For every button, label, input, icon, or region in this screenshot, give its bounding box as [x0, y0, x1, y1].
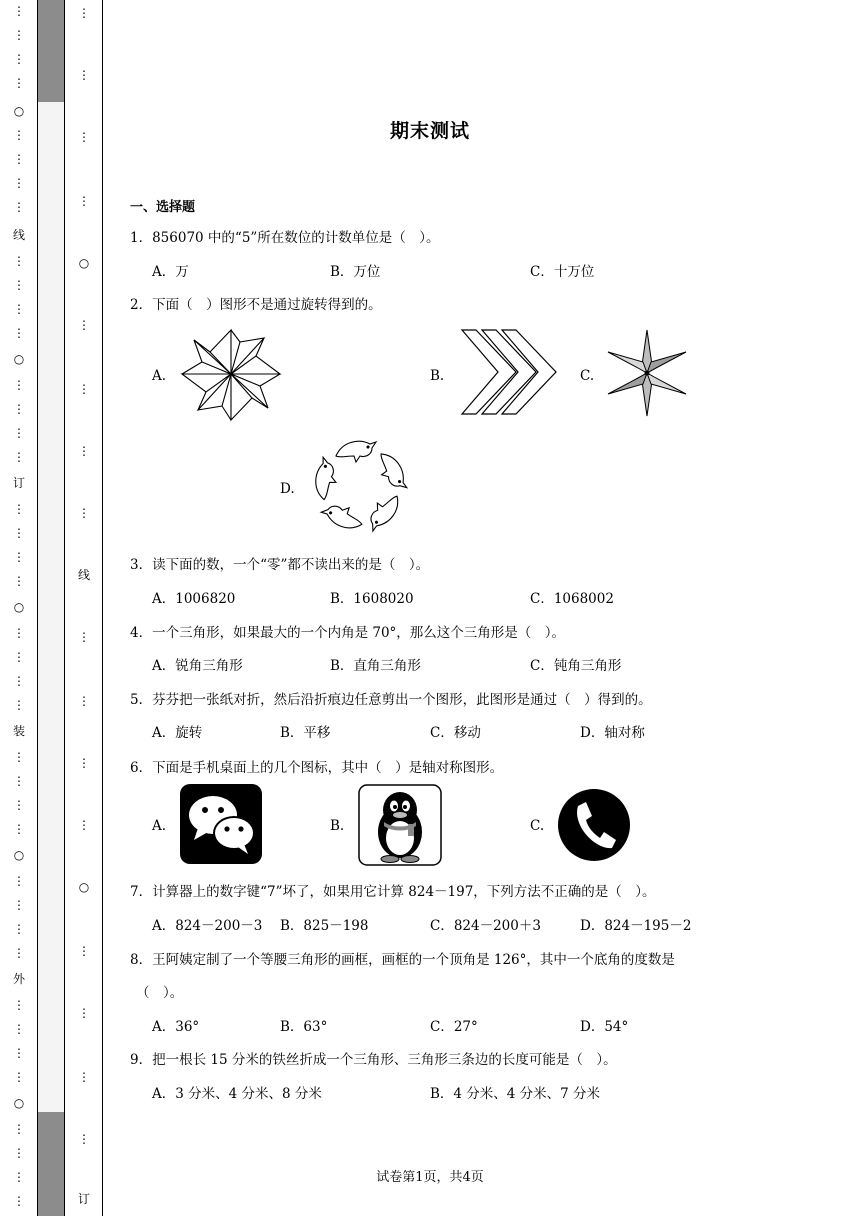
dot-mark: ⋮ — [78, 318, 90, 332]
wechat-icon — [180, 784, 262, 864]
dot-mark: ⋮ — [13, 1070, 25, 1084]
dot-mark: ⋮ — [13, 798, 25, 812]
binding-gray-top — [38, 0, 64, 102]
option-c: C．824－200＋3 — [430, 918, 541, 934]
option-a: A. — [152, 818, 167, 834]
dot-mark: ⋮ — [13, 254, 25, 268]
option-c: C．27° — [430, 1019, 478, 1035]
dot-mark: ⋮ — [13, 1122, 25, 1136]
binding-label-line: 线 — [12, 228, 25, 242]
dot-mark: ⋮ — [13, 426, 25, 440]
dot-mark: ⋮ — [13, 998, 25, 1012]
dot-mark: ⋮ — [78, 630, 90, 644]
pinwheel-figure — [180, 326, 282, 422]
dot-mark: ⋮ — [78, 194, 90, 208]
question-3: 3．读下面的数，一个“零”都不读出来的是（ ）。 — [130, 557, 430, 573]
dot-mark: ⋮ — [13, 922, 25, 936]
dot-mark: ⋮ — [78, 444, 90, 458]
dot-mark: ⋮ — [13, 574, 25, 588]
option-b: B．825－198 — [280, 918, 369, 934]
option-a: A．1006820 — [152, 591, 236, 607]
option-a: A．锐角三角形 — [152, 658, 243, 674]
dot-mark: ⋮ — [78, 818, 90, 832]
outer-dotted-line — [11, 0, 27, 1216]
dot-mark: ⋮ — [13, 176, 25, 190]
page-footer: 试卷第1页，共4页 — [376, 1170, 484, 1185]
dot-mark: ⋮ — [13, 650, 25, 664]
dot-mark: ⋮ — [13, 278, 25, 292]
binding-label-bind: 订 — [12, 476, 25, 490]
dot-mark: ⋮ — [13, 152, 25, 166]
option-a: A．36° — [152, 1019, 200, 1035]
option-a: A．万 — [152, 264, 189, 280]
dot-mark: ⋮ — [13, 1170, 25, 1184]
dot-mark: ⋮ — [13, 128, 25, 142]
dot-mark: ⋮ — [13, 200, 25, 214]
option-d: D．824－195－2 — [580, 918, 692, 934]
question-7: 7．计算器上的数字键“7”坏了，如果用它计算 824－197，下列方法不正确的是（ ）。 — [130, 884, 656, 900]
binding-label-bind: 订 — [77, 1192, 90, 1206]
option-c: C. — [530, 818, 545, 834]
option-c: C．十万位 — [530, 264, 595, 280]
chevrons-figure — [456, 328, 558, 418]
dolphins-figure — [306, 432, 414, 540]
section-heading: 一、选择题 — [130, 200, 196, 215]
binding-label-circle: ○ — [13, 352, 25, 366]
question-4: 4．一个三角形，如果最大的一个内角是 70°，那么这个三角形是（ ）。 — [130, 625, 566, 641]
binding-label-outer: 外 — [12, 972, 25, 986]
option-c: C．钝角三角形 — [530, 658, 622, 674]
dot-mark: ⋮ — [78, 1132, 90, 1146]
qq-penguin-icon — [358, 784, 442, 866]
dot-mark: ⋮ — [13, 402, 25, 416]
star-figure — [604, 328, 690, 418]
option-a: A．824－200－3 — [152, 918, 263, 934]
binding-label-circle: ○ — [78, 256, 90, 270]
dot-mark: ⋮ — [13, 626, 25, 640]
option-b: B．4 分米、4 分米、7 分米 — [430, 1086, 601, 1102]
dot-mark: ⋮ — [13, 1022, 25, 1036]
page-title: 期末测试 — [389, 120, 470, 142]
dot-mark: ⋮ — [78, 1070, 90, 1084]
option-c: C．移动 — [430, 725, 481, 741]
dot-mark: ⋮ — [78, 1006, 90, 1020]
dot-mark: ⋮ — [13, 52, 25, 66]
dot-mark: ⋮ — [13, 326, 25, 340]
option-b: B．1608020 — [330, 591, 414, 607]
dot-mark: ⋮ — [13, 550, 25, 564]
option-b: B．平移 — [280, 725, 331, 741]
dot-mark: ⋮ — [13, 750, 25, 764]
dot-mark: ⋮ — [78, 506, 90, 520]
binding-border-mid — [64, 0, 65, 1216]
question-9: 9．把一根长 15 分米的铁丝折成一个三角形、三角形三条边的长度可能是（ ）。 — [130, 1052, 617, 1068]
option-c: C. — [580, 368, 595, 384]
dot-mark: ⋮ — [13, 28, 25, 42]
dot-mark: ⋮ — [13, 526, 25, 540]
binding-label-pack: 装 — [12, 724, 25, 738]
dot-mark: ⋮ — [13, 378, 25, 392]
question-5: 5．芬芬把一张纸对折，然后沿折痕边任意剪出一个图形，此图形是通过（ ）得到的。 — [130, 692, 652, 708]
dot-mark: ⋮ — [13, 774, 25, 788]
question-8-continued: （ ）。 — [136, 985, 184, 1001]
dot-mark: ⋮ — [78, 68, 90, 82]
option-a: A．旋转 — [152, 725, 203, 741]
binding-label-circle: ○ — [13, 1096, 25, 1110]
question-8: 8．王阿姨定制了一个等腰三角形的画框，画框的一个顶角是 126°，其中一个底角的度数是 — [130, 952, 675, 968]
option-b: B. — [330, 818, 345, 834]
dot-mark: ⋮ — [13, 76, 25, 90]
option-a: A. — [152, 368, 167, 384]
binding-label-line: 线 — [77, 568, 90, 582]
dot-mark: ⋮ — [13, 874, 25, 888]
option-d: D．轴对称 — [580, 725, 645, 741]
option-b: B．直角三角形 — [330, 658, 421, 674]
question-1: 1．856070 中的“5”所在数位的计数单位是（ ）。 — [130, 230, 440, 246]
option-c: C．1068002 — [530, 591, 614, 607]
option-b: B．万位 — [330, 264, 381, 280]
option-d: D．54° — [580, 1019, 629, 1035]
question-6: 6．下面是手机桌面上的几个图标，其中（ ）是轴对称图形。 — [130, 760, 504, 776]
dot-mark: ⋮ — [13, 674, 25, 688]
dot-mark: ⋮ — [78, 382, 90, 396]
binding-strip — [38, 0, 64, 1216]
dot-mark: ⋮ — [13, 450, 25, 464]
binding-gray-bottom — [38, 1112, 64, 1216]
dot-mark: ⋮ — [78, 944, 90, 958]
binding-label-circle: ○ — [78, 880, 90, 894]
question-2: 2．下面（ ）图形不是通过旋转得到的。 — [130, 297, 382, 313]
dot-mark: ⋮ — [13, 502, 25, 516]
dot-mark: ⋮ — [13, 1194, 25, 1208]
dot-mark: ⋮ — [78, 694, 90, 708]
inner-dotted-line — [76, 0, 92, 1216]
dot-mark: ⋮ — [78, 130, 90, 144]
option-b: B. — [430, 368, 445, 384]
dot-mark: ⋮ — [13, 302, 25, 316]
binding-label-circle: ○ — [13, 600, 25, 614]
dot-mark: ⋮ — [13, 1146, 25, 1160]
dot-mark: ⋮ — [78, 6, 90, 20]
option-b: B．63° — [280, 1019, 328, 1035]
dot-mark: ⋮ — [13, 698, 25, 712]
dot-mark: ⋮ — [13, 822, 25, 836]
dot-mark: ⋮ — [13, 946, 25, 960]
option-a: A．3 分米、4 分米、8 分米 — [152, 1086, 322, 1102]
binding-label-circle: ○ — [13, 848, 25, 862]
phone-icon — [556, 788, 632, 862]
dot-mark: ⋮ — [13, 898, 25, 912]
option-d: D. — [280, 481, 295, 497]
dot-mark: ⋮ — [13, 1046, 25, 1060]
dot-mark: ⋮ — [78, 756, 90, 770]
dot-mark: ⋮ — [13, 4, 25, 18]
binding-label-circle: ○ — [13, 104, 25, 118]
binding-border-right — [102, 0, 103, 1216]
